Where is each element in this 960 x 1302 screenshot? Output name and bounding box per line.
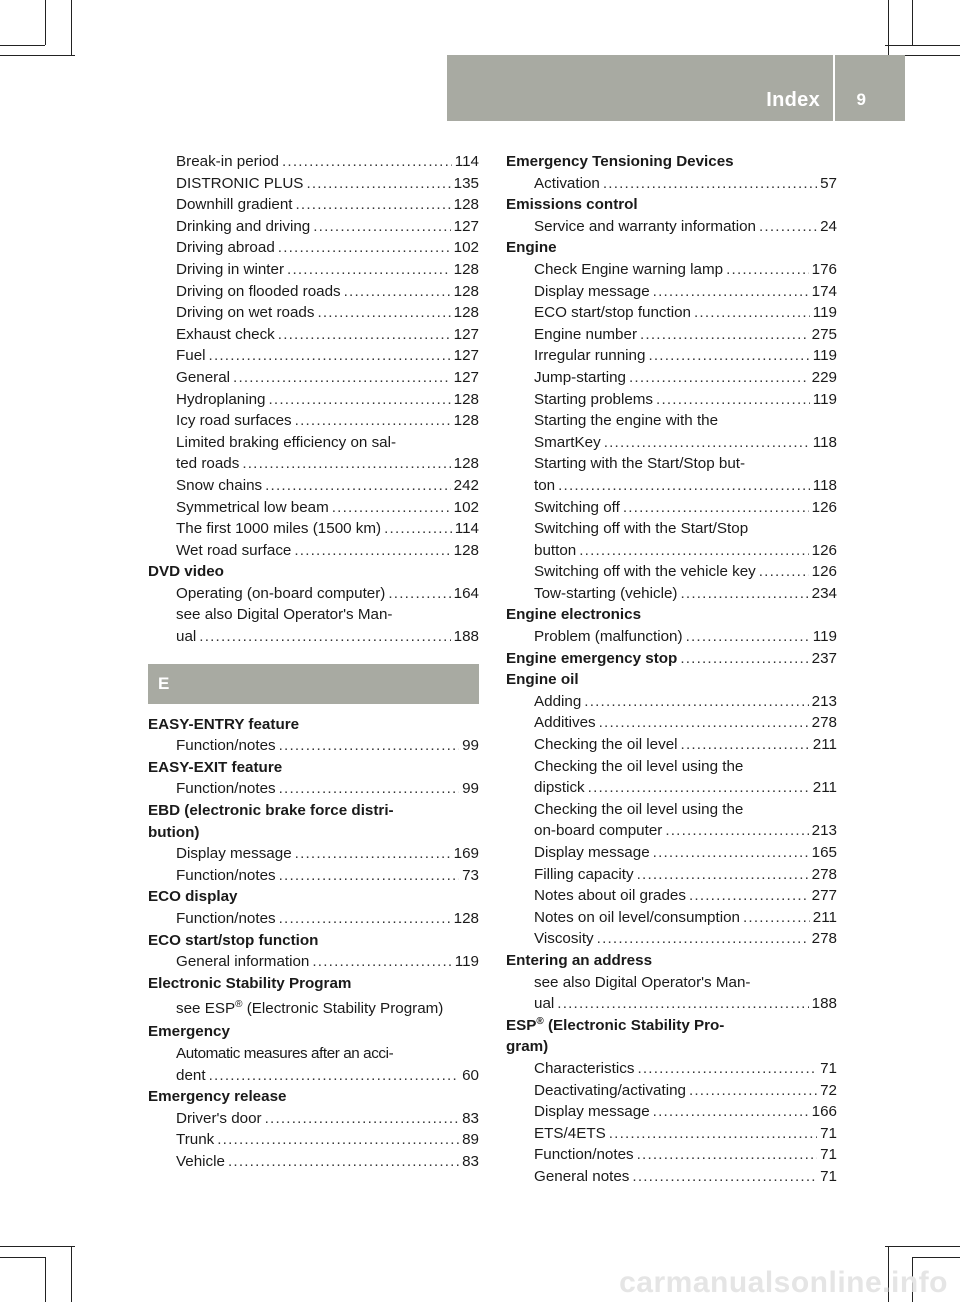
index-heading: Engine oil <box>506 671 579 689</box>
index-entry[interactable] <box>148 259 479 281</box>
index-entry[interactable]: Function/notes ..... 99 <box>148 735 479 757</box>
index-entry[interactable] <box>506 259 837 281</box>
page-reference: 119 <box>812 347 837 365</box>
index-entry-label: General notes <box>534 1167 630 1185</box>
page-reference: 102 <box>453 239 479 257</box>
index-entry[interactable]: Function/notes ..... 73 <box>148 865 479 887</box>
engine-oil-subentries <box>506 842 837 950</box>
index-entry[interactable]: Switching off with the vehicle key ..... 126 <box>506 561 837 583</box>
index-entry[interactable] <box>506 1058 837 1080</box>
index-heading: Engine electronics <box>506 606 642 624</box>
dot-leader <box>632 1166 817 1188</box>
index-entry-label: Icy road surfaces <box>176 412 292 430</box>
index-entry[interactable] <box>148 540 479 562</box>
index-entry[interactable]: Tow-starting (vehicle) ..... 234 <box>506 583 837 605</box>
index-column-left <box>148 151 479 1173</box>
index-entry[interactable]: ual ..... 188 <box>148 626 479 648</box>
index-entry[interactable]: Switching off ..... 126 <box>506 497 837 519</box>
dot-leader <box>637 1058 817 1080</box>
index-entry[interactable] <box>148 410 479 432</box>
index-entry-label: Notes about oil grades <box>534 887 686 905</box>
crop-mark <box>0 55 75 56</box>
index-entry[interactable]: Driver's door ..... 83 <box>148 1108 479 1130</box>
index-entry[interactable] <box>506 345 837 367</box>
index-entry[interactable]: button ..... 126 <box>506 540 837 562</box>
index-entry[interactable] <box>506 281 837 303</box>
page-reference: 127 <box>453 347 479 365</box>
index-entry-label: Irregular running <box>534 347 646 365</box>
page-reference: 229 <box>811 368 837 386</box>
index-entry[interactable] <box>506 842 837 864</box>
dot-leader <box>637 864 809 886</box>
dot-leader <box>209 345 451 367</box>
index-entry-label: The first 1000 miles (1500 km) <box>176 520 382 538</box>
index-entry-label: Engine number <box>534 325 638 343</box>
dot-leader <box>681 734 810 756</box>
crop-mark <box>0 1257 45 1258</box>
crop-mark <box>0 1246 75 1247</box>
page-reference: 71 <box>820 1059 837 1077</box>
page-number: 9 <box>856 90 866 109</box>
index-entry[interactable] <box>506 712 837 734</box>
index-entry[interactable] <box>506 367 837 389</box>
page-reference: 275 <box>811 325 837 343</box>
dot-leader <box>648 345 809 367</box>
page-reference: 119 <box>812 390 837 408</box>
watermark: carmanualsonline.info <box>619 1266 948 1299</box>
index-entry[interactable] <box>148 345 479 367</box>
index-entry-label: Display message <box>534 1103 650 1121</box>
index-entry-label: Snow chains <box>176 476 263 494</box>
index-entry[interactable] <box>148 216 479 238</box>
index-entry[interactable] <box>148 453 479 475</box>
crop-mark <box>905 55 960 56</box>
page-reference: 71 <box>820 1167 837 1185</box>
page-reference: 135 <box>453 174 479 192</box>
index-entry-label: Driving in winter <box>176 260 285 278</box>
page-reference: 128 <box>453 282 479 300</box>
dot-leader <box>294 540 450 562</box>
page-reference: 277 <box>811 887 837 905</box>
index-entry[interactable]: Vehicle ..... 83 <box>148 1151 479 1173</box>
index-entry[interactable] <box>506 1080 837 1102</box>
index-entry-label: Drinking and driving <box>176 217 311 235</box>
dot-leader <box>344 281 451 303</box>
dot-leader <box>609 1123 817 1145</box>
crop-mark <box>885 1246 960 1247</box>
index-heading: ECO start/stop function <box>148 931 319 949</box>
dot-leader <box>332 497 451 519</box>
dot-leader <box>242 453 450 475</box>
index-entry[interactable] <box>506 1101 837 1123</box>
index-heading: ESP® (Electronic Stability Pro- <box>506 1015 725 1034</box>
index-heading: Emissions control <box>506 196 638 214</box>
index-entry-label: Adding <box>534 692 582 710</box>
index-entry-label: Hydroplaning <box>176 390 266 408</box>
driving-tips-subentries <box>148 151 479 561</box>
page-reference: 114 <box>454 520 479 538</box>
index-entry-text: Starting with the Start/Stop but- <box>534 455 746 473</box>
index-entry[interactable]: Function/notes ..... 128 <box>148 908 479 930</box>
dot-leader <box>653 1101 809 1123</box>
page-reference: 213 <box>811 692 837 710</box>
index-entry[interactable] <box>148 237 479 259</box>
index-entry[interactable]: General information ..... 119 <box>148 951 479 973</box>
index-entry-text: see also Digital Operator's Man- <box>176 606 393 624</box>
dot-leader <box>269 389 451 411</box>
index-entry[interactable]: Engine emergency stop ..... 237 <box>506 648 837 670</box>
crop-mark <box>45 1257 46 1302</box>
dot-leader <box>313 216 450 238</box>
index-entry[interactable]: Display message ..... 169 <box>148 843 479 865</box>
index-heading: ECO display <box>148 888 238 906</box>
index-entry[interactable] <box>148 151 479 173</box>
index-entry[interactable]: Trunk ..... 89 <box>148 1129 479 1151</box>
page-reference: 278 <box>811 865 837 883</box>
index-entry[interactable] <box>506 1123 837 1145</box>
page-reference: 114 <box>454 153 479 170</box>
crop-mark <box>71 1246 72 1302</box>
index-entry-label: Starting problems <box>534 390 654 408</box>
page-reference: 72 <box>820 1081 837 1099</box>
crop-mark <box>912 1257 960 1258</box>
dot-leader <box>597 928 809 950</box>
page-reference: 242 <box>453 476 479 494</box>
index-entry-label: Display message <box>534 282 650 300</box>
dot-leader <box>282 151 452 173</box>
dot-leader <box>317 302 450 324</box>
index-entry[interactable]: dent ..... 60 <box>148 1065 479 1087</box>
dot-leader <box>653 281 809 303</box>
dot-leader <box>278 237 451 259</box>
page-reference: 71 <box>820 1124 837 1142</box>
page-reference: 102 <box>453 498 479 516</box>
page-reference: 174 <box>811 282 837 300</box>
header-divider <box>833 55 835 121</box>
index-entry[interactable] <box>148 281 479 303</box>
page-reference: 128 <box>453 412 479 430</box>
dot-leader <box>306 173 450 195</box>
page-reference: 128 <box>453 390 479 408</box>
dot-leader <box>694 302 810 324</box>
index-entry-label: ETS/4ETS <box>534 1124 606 1142</box>
index-entry-label: Downhill gradient <box>176 196 293 214</box>
index-heading: Emergency Tensioning Devices <box>506 153 734 170</box>
page-reference: 119 <box>812 304 837 322</box>
dot-leader <box>653 842 809 864</box>
page-reference: 128 <box>453 304 479 322</box>
crop-mark <box>0 45 45 46</box>
index-column-right <box>506 151 837 1188</box>
page-reference: 128 <box>453 196 479 214</box>
index-entry-text: Automatic measures after an acci- <box>176 1044 394 1062</box>
index-entry-label: DISTRONIC PLUS <box>176 174 304 192</box>
index-entry[interactable] <box>506 1166 837 1188</box>
index-entry[interactable] <box>148 389 479 411</box>
index-heading: Engine <box>506 239 557 257</box>
index-entry-label: ECO start/stop function <box>534 304 692 322</box>
index-entry-label: Viscosity <box>534 930 594 948</box>
index-heading: EASY-EXIT feature <box>148 758 283 776</box>
page-reference: 166 <box>811 1103 837 1121</box>
index-entry-label: Driving on flooded roads <box>176 282 341 300</box>
crop-mark <box>45 0 46 45</box>
index-entry-text: Checking the oil level using the <box>534 757 744 775</box>
index-entry[interactable]: SmartKey ..... 118 <box>506 432 837 454</box>
dot-leader <box>295 410 451 432</box>
dot-leader <box>287 259 451 281</box>
index-entry[interactable]: dipstick ..... 211 <box>506 777 837 799</box>
index-entry[interactable]: Activation ..... 57 <box>506 173 837 195</box>
dot-leader <box>384 518 452 540</box>
index-entry[interactable] <box>506 734 837 756</box>
dot-leader <box>637 1144 817 1166</box>
page-reference: 278 <box>811 714 837 732</box>
index-entry[interactable] <box>148 367 479 389</box>
index-entry-text: Switching off with the Start/Stop <box>534 520 749 538</box>
crop-mark <box>71 0 72 55</box>
index-entry[interactable]: Problem (malfunction) ..... 119 <box>506 626 837 648</box>
index-heading: gram) <box>506 1038 549 1056</box>
dot-leader <box>726 259 809 281</box>
page-reference: 165 <box>811 844 837 861</box>
index-heading: Electronic Stability Program <box>148 974 352 992</box>
index-entry[interactable] <box>148 475 479 497</box>
index-entry[interactable]: ton ..... 118 <box>506 475 837 497</box>
index-heading: EBD (electronic brake force distri- <box>148 802 394 820</box>
dot-leader <box>278 324 451 346</box>
dot-leader <box>265 475 451 497</box>
index-entry-label: Checking the oil level <box>534 736 678 754</box>
index-entry-label: Fuel <box>176 347 206 365</box>
index-entry[interactable] <box>148 324 479 346</box>
dot-leader <box>689 885 809 907</box>
index-entry-label: Additives <box>534 714 596 732</box>
index-entry[interactable] <box>148 194 479 216</box>
page-reference: 127 <box>453 368 479 386</box>
index-entry[interactable] <box>506 302 837 324</box>
index-entry[interactable] <box>506 691 837 713</box>
index-entry[interactable] <box>506 885 837 907</box>
index-entry-label: Function/notes <box>534 1146 634 1164</box>
section-letter-bar <box>148 664 479 704</box>
index-entry-label: Wet road surface <box>176 541 292 559</box>
index-entry-label: Break-in period <box>176 153 279 170</box>
dot-leader <box>233 367 451 389</box>
index-heading: bution) <box>148 823 200 841</box>
page-reference: 71 <box>820 1146 837 1164</box>
index-entry-label: Check Engine warning lamp <box>534 260 724 278</box>
page-reference: 211 <box>812 736 837 754</box>
index-entry[interactable]: Function/notes ..... 99 <box>148 778 479 800</box>
engine-subentries <box>506 259 837 410</box>
index-entry[interactable]: ual ..... 188 <box>506 993 837 1015</box>
dot-leader <box>599 712 809 734</box>
index-entry-label: General <box>176 368 231 386</box>
index-heading: Emergency release <box>148 1088 287 1106</box>
dot-leader <box>689 1080 817 1102</box>
index-entry[interactable] <box>148 518 479 540</box>
index-entry[interactable] <box>148 173 479 195</box>
index-entry[interactable]: Operating (on-board computer) ..... 164 <box>148 583 479 605</box>
index-entry[interactable] <box>148 302 479 324</box>
page-reference: 211 <box>812 908 837 926</box>
index-entry-label: Symmetrical low beam <box>176 498 329 516</box>
index-entry[interactable]: on-board computer ..... 213 <box>506 820 837 842</box>
index-heading: Emergency <box>148 1023 230 1041</box>
index-entry[interactable] <box>148 497 479 519</box>
index-entry[interactable] <box>506 928 837 950</box>
index-entry-text: Checking the oil level using the <box>534 800 744 818</box>
index-entry-label: Driving abroad <box>176 239 275 257</box>
dot-leader <box>640 324 809 346</box>
index-entry[interactable] <box>506 389 837 411</box>
crop-mark <box>885 45 960 46</box>
index-entry-label: Exhaust check <box>176 325 275 343</box>
index-entry-text: Limited braking efficiency on sal- <box>176 433 397 451</box>
page-reference: 127 <box>453 325 479 343</box>
index-entry-label: Driving on wet roads <box>176 304 315 322</box>
index-entry[interactable] <box>506 1144 837 1166</box>
index-entry-text: see also Digital Operator's Man- <box>534 973 751 991</box>
index-entry[interactable] <box>506 907 837 929</box>
index-entry-label: Characteristics <box>534 1059 635 1077</box>
page-reference: 128 <box>453 541 479 559</box>
index-entry[interactable] <box>506 324 837 346</box>
index-heading: Entering an address <box>506 951 653 969</box>
dot-leader <box>656 389 810 411</box>
page-reference: 176 <box>811 260 837 278</box>
index-cross-reference[interactable]: see ESP® (Electronic Stability Program) <box>176 999 444 1018</box>
index-entry[interactable]: Service and warranty information ..... 24 <box>506 216 837 238</box>
page-title: Index <box>766 89 820 111</box>
page-reference: 127 <box>453 217 479 235</box>
index-entry-label: Filling capacity <box>534 865 634 883</box>
index-entry-label: Display message <box>534 844 650 861</box>
index-entry-text: Starting the engine with the <box>534 412 719 430</box>
page-header <box>447 55 905 121</box>
page-reference: 128 <box>453 260 479 278</box>
dot-leader <box>629 367 809 389</box>
index-entry[interactable] <box>506 864 837 886</box>
page-reference: 128 <box>453 455 479 473</box>
index-entry-label: Jump-starting <box>534 368 627 386</box>
engine-oil-subentries <box>506 691 837 756</box>
section-letter: E <box>158 673 170 693</box>
index-entry-label: ted roads <box>176 455 240 473</box>
dot-leader <box>296 194 451 216</box>
index-heading: DVD video <box>148 563 224 581</box>
crop-mark <box>888 0 889 55</box>
esp-subentries <box>506 1058 837 1188</box>
index-entry-label: Deactivating/activating <box>534 1081 686 1099</box>
crop-mark <box>912 0 913 45</box>
index-heading: EASY-ENTRY feature <box>148 715 300 733</box>
page-reference: 278 <box>811 930 837 948</box>
dot-leader <box>743 907 810 929</box>
dot-leader <box>584 691 808 713</box>
index-entry-label: Notes on oil level/consumption <box>534 908 740 926</box>
